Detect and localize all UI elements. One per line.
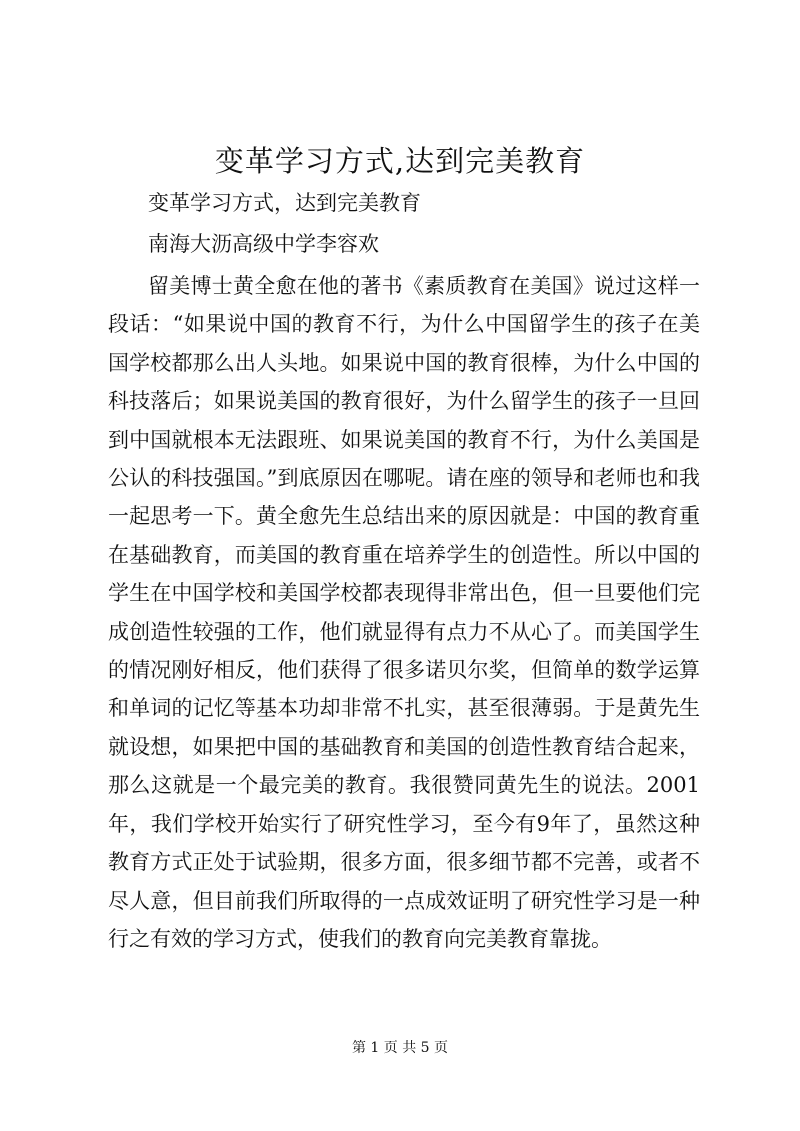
body-paragraph: 留美博士黄全愈在他的著书《素质教育在美国》说过这样一段话：“如果说中国的教育不行，为什么中国留学生的孩子在美国学校都那么出人头地。如果说中国的教育很棒，为什么中国的科技落后；如果说美国的教育很好，为什么留学生的孩子一旦回到中国就根本无法跟班、如果说美国的教育不行，为什么美国是公认的科技强国。”到底原因在哪呢。请在座的领导和老师也和我一起思考一下。黄全愈先生总结出来的原因就是：中国的教育重在基础教育，而美国的教育重在培养学生的创造性。所以中国的学生在中国学校和美国学校都表现得非常出色，但一旦要他们完成创造性较强的工作，他们就显得有点力不从心了。而美国学生的情况刚好相反，他们获得了很多诺贝尔奖，但简单的数学运算和单词的记忆等基本功却非常不扎实，甚至很薄弱。于是黄先生就设想，如果把中国的基础教育和美国的创造性教育结合起来，那么这就是一个最完美的教育。我很赞同黄先生的说法。2001年，我们学校开始实行了研究性学习，至今有9年了，虽然这种教育方式正处于试验期，很多方面，很多细节都不完善，或者不尽人意，但目前我们所取得的一点成效证明了研究性学习是一种行之有效的学习方式，使我们的教育向完美教育靠拢。 <box>108 274 700 951</box>
document-title: 变革学习方式,达到完美教育 <box>214 144 586 178</box>
page-number-footer: 第 1 页 共 5 页 <box>351 1040 449 1056</box>
subtitle-line: 变革学习方式，达到完美教育 <box>148 191 421 215</box>
author-line: 南海大沥高级中学李容欢 <box>148 232 379 256</box>
